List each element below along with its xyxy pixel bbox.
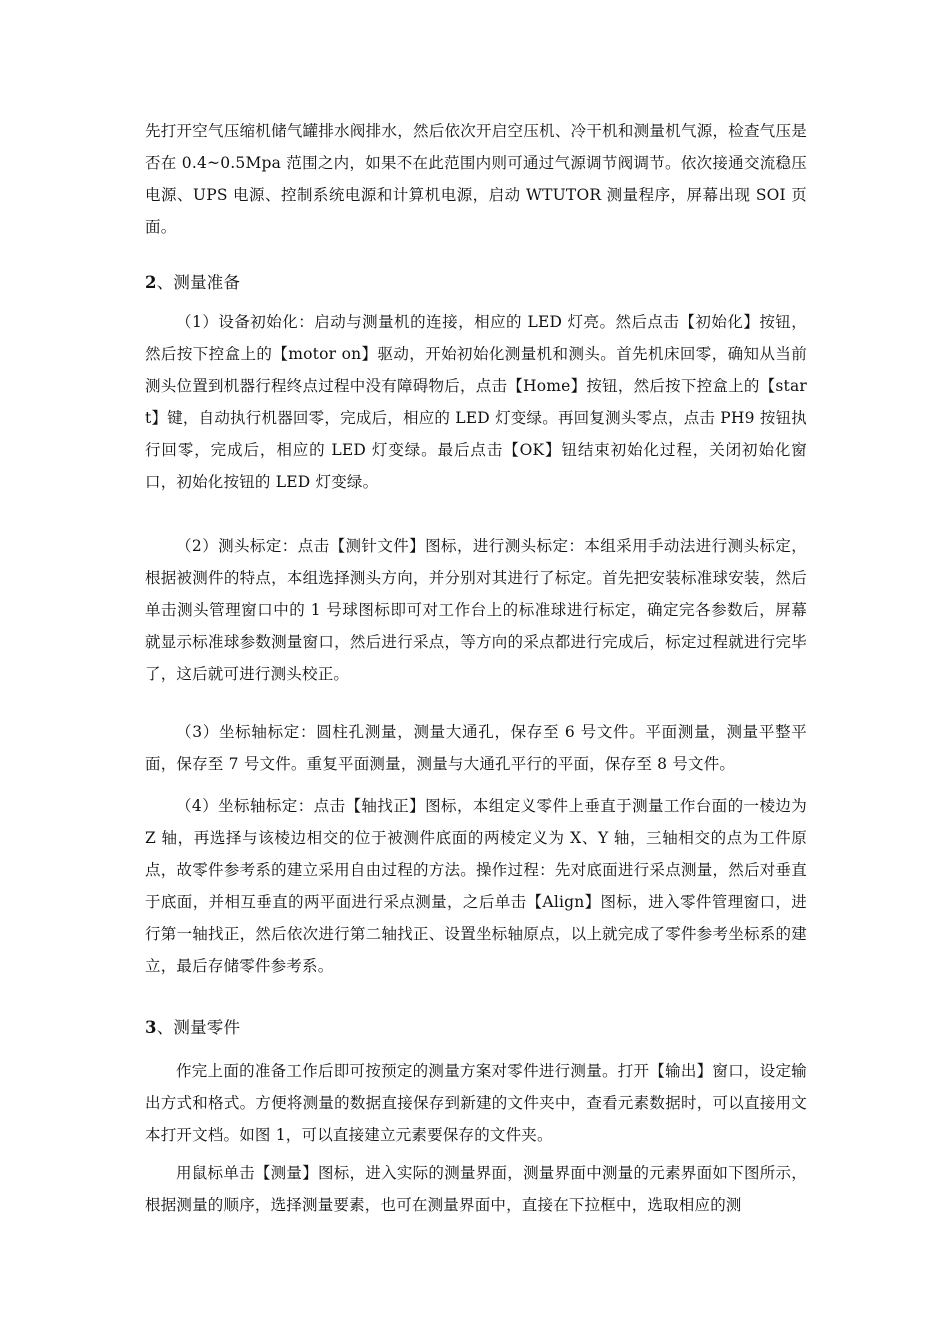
section-3-heading xyxy=(145,1010,807,1046)
section-2-paragraph-4-block xyxy=(145,790,807,982)
section-2-heading xyxy=(145,265,807,301)
section-3-paragraph-1: 作完上面的准备工作后即可按预定的测量方案对零件进行测量。打开【输出】窗口，设定输出方式和格式。方便将测量的数据直接保存到新建的文件夹中，查看元素数据时，可以直接用文本打开文档。如图 1，可以直接建立元素要保存的文件夹。 xyxy=(145,1062,807,1144)
section-3-paragraph-1-block xyxy=(145,1055,807,1151)
section-3-paragraph-2-block xyxy=(145,1157,807,1221)
section-3-paragraph-2: 用鼠标单击【测量】图标，进入实际的测量界面，测量界面中测量的元素界面如下图所示，根据测量的顺序，选择测量要素，也可在测量界面中，直接在下拉框中，选取相应的测 xyxy=(145,1164,807,1214)
intro-paragraph: 先打开空气压缩机储气罐排水阀排水，然后依次开启空压机、冷干机和测量机气源，检查气压是否在 0.4~0.5Mpa 范围之内，如果不在此范围内则可通过气源调节阀调节。依次接通交流稳压电源、UPS 电源、控制系统电源和计算机电源，启动 WTUTOR 测量程序，屏幕出现 SOI 页面。 xyxy=(145,122,807,236)
section-2-paragraph-3: （3）坐标轴标定：圆柱孔测量，测量大通孔，保存至 6 号文件。平面测量，测量平整平面，保存至 7 号文件。重复平面测量，测量与大通孔平行的平面，保存至 8 号文件。 xyxy=(145,723,807,773)
section-3-number: 3 xyxy=(145,1018,157,1037)
section-3-heading-block xyxy=(145,1010,807,1046)
section-2-paragraph-1-block xyxy=(145,306,807,498)
section-2-paragraph-2-block xyxy=(145,530,807,690)
intro-block xyxy=(145,115,807,243)
section-2-title: 、测量准备 xyxy=(156,273,241,292)
section-2-paragraph-1: （1）设备初始化：启动与测量机的连接，相应的 LED 灯亮。然后点击【初始化】按钮，然后按下控盒上的【motor on】驱动，开始初始化测量机和测头。首先机床回零，确知从当前测头位置到机器行程终点过程中没有障碍物后，点击【Home】按钮，然后按下控盒上的【start】键，自动执行机器回零，完成后，相应的 LED 灯变绿。再回复测头零点，点击 PH9 按钮执行回零，完成后，相应的 LED 灯变绿。最后点击【OK】钮结束初始化过程，关闭初始化窗口，初始化按钮的 LED 灯变绿。 xyxy=(145,313,807,491)
section-3-title: 、测量零件 xyxy=(156,1018,241,1037)
section-2-paragraph-4: （4）坐标轴标定：点击【轴找正】图标，本组定义零件上垂直于测量工作台面的一棱边为 Z 轴，再选择与该棱边相交的位于被测件底面的两棱定义为 X、Y 轴，三轴相交的点为工件原点，故零件参考系的建立采用自由过程的方法。操作过程：先对底面进行采点测量，然后对垂直于底面，并相互垂直的两平面进行采点测量，之后单击【Align】图标，进入零件管理窗口，进行第一轴找正，然后依次进行第二轴找正、设置坐标轴原点，以上就完成了零件参考坐标系的建立，最后存储零件参考系。 xyxy=(145,797,807,975)
section-2-paragraph-2: （2）测头标定：点击【测针文件】图标，进行测头标定：本组采用手动法进行测头标定，根据被测件的特点，本组选择测头方向，并分别对其进行了标定。首先把安装标准球安装，然后单击测头管理窗口中的 1 号球图标即可对工作台上的标准球进行标定，确定完各参数后，屏幕就显示标准球参数测量窗口，然后进行采点，等方向的采点都进行完成后，标定过程就进行完毕了，这后就可进行测头校正。 xyxy=(145,537,807,683)
section-2-paragraph-3-block xyxy=(145,716,807,780)
section-2-number: 2 xyxy=(145,273,157,292)
section-2-heading-block xyxy=(145,265,807,301)
